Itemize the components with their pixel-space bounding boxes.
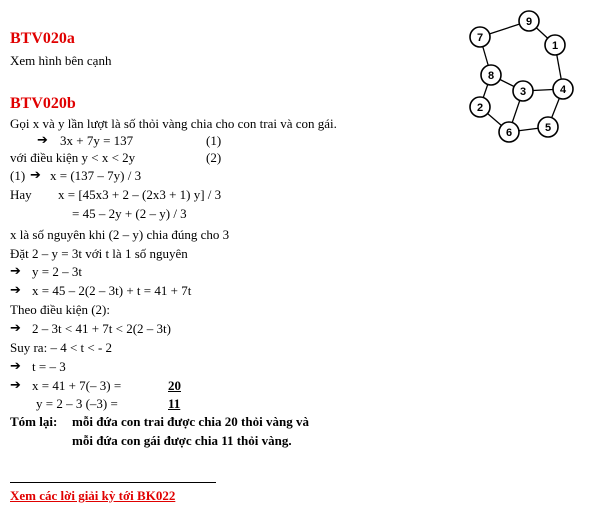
graph-node xyxy=(499,122,519,142)
y-result-expression: y = 2 – 3 (–3) = xyxy=(36,396,118,411)
hay-prefix: Hay xyxy=(10,187,32,202)
summary-line-1: mỗi đứa con trai được chia 20 thỏi vàng và xyxy=(72,414,309,429)
implies-arrow-icon: ➔ xyxy=(10,283,21,298)
integer-condition: x là số nguyên khi (2 – y) chia đúng cho 3 xyxy=(10,227,230,242)
svg-text:4: 4 xyxy=(559,84,567,96)
x-expression: x = (137 – 7y) / 3 xyxy=(50,168,142,183)
graph-diagram xyxy=(462,6,582,148)
condition-line: với điều kiện y < x < 2y xyxy=(10,150,136,165)
implies-arrow-icon: ➔ xyxy=(10,264,21,279)
graph-node xyxy=(519,11,539,31)
equation-1-tag: (1) xyxy=(206,133,222,148)
graph-node xyxy=(553,79,573,99)
summary-label: Tóm lại: xyxy=(10,414,58,429)
t-range: Suy ra: – 4 < t < - 2 xyxy=(10,340,113,355)
equation-1: 3x + 7y = 137 xyxy=(60,133,134,148)
section-a-title: BTV020a xyxy=(10,30,75,47)
y-answer: 11 xyxy=(168,396,181,411)
graph-node xyxy=(545,35,565,55)
graph-node xyxy=(513,81,533,101)
substitution: Đặt 2 – y = 3t với t là 1 số nguyên xyxy=(10,246,188,261)
svg-text:5: 5 xyxy=(544,122,552,134)
implies-arrow-icon: ➔ xyxy=(30,168,41,183)
t-value: t = – 3 xyxy=(32,359,66,374)
svg-text:9: 9 xyxy=(525,16,533,28)
graph-node xyxy=(538,117,558,137)
svg-text:7: 7 xyxy=(476,32,484,44)
svg-text:6: 6 xyxy=(505,127,513,139)
graph-node xyxy=(470,27,490,47)
section-a-description: Xem hình bên cạnh xyxy=(10,53,112,68)
svg-text:1: 1 xyxy=(551,40,559,52)
condition-2-heading: Theo điều kiện (2): xyxy=(10,302,110,317)
line-intro: Gọi x và y lần lượt là số thỏi vàng chia cho con trai và con gái. xyxy=(10,116,337,131)
divider xyxy=(10,482,216,483)
implies-arrow-icon: ➔ xyxy=(37,133,48,148)
svg-text:3: 3 xyxy=(519,86,527,98)
x-simplified: = 45 – 2y + (2 – y) / 3 xyxy=(72,206,187,221)
y-in-t: y = 2 – 3t xyxy=(32,264,82,279)
x-result-expression: x = 41 + 7(– 3) = xyxy=(32,378,122,393)
section-b-title: BTV020b xyxy=(10,95,76,112)
x-rewrite: x = [45x3 + 2 – (2x3 + 1) y] / 3 xyxy=(58,187,222,202)
svg-text:2: 2 xyxy=(476,102,484,114)
svg-text:8: 8 xyxy=(487,70,495,82)
graph-node xyxy=(470,97,490,117)
x-in-t: x = 45 – 2(2 – 3t) + t = 41 + 7t xyxy=(32,283,192,298)
inequality: 2 – 3t < 41 + 7t < 2(2 – 3t) xyxy=(32,321,171,336)
graph-node xyxy=(481,65,501,85)
x-answer: 20 xyxy=(168,378,181,393)
summary-line-2: mỗi đứa con gái được chia 11 thỏi vàng. xyxy=(72,433,292,448)
condition-tag: (2) xyxy=(206,150,222,165)
next-solutions-link[interactable]: Xem các lời giải kỳ tới BK022 xyxy=(10,488,176,503)
implies-arrow-icon: ➔ xyxy=(10,378,21,393)
implies-arrow-icon: ➔ xyxy=(10,321,21,336)
step-prefix: (1) xyxy=(10,168,26,183)
implies-arrow-icon: ➔ xyxy=(10,359,21,374)
